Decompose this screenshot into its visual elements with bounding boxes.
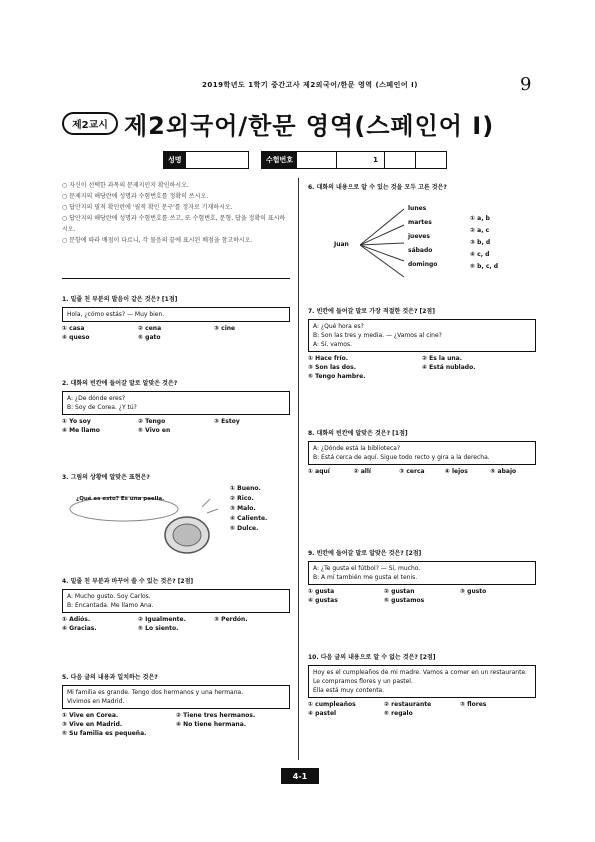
- option[interactable]: ③ b, d: [470, 239, 491, 246]
- option[interactable]: ⑤ Dulce.: [230, 525, 259, 532]
- question-text: 대화의 빈칸에 들어갈 말로 알맞은 것은?: [70, 380, 178, 387]
- question-box: Mi familia es grande. Tengo dos hermanos y una hermana. Vivimos en Madrid.: [62, 685, 290, 709]
- options: [62, 616, 290, 632]
- question-9: [308, 548, 536, 604]
- info-row: [163, 151, 447, 169]
- option[interactable]: ② Igualmente.: [138, 616, 186, 623]
- question-5: [62, 672, 290, 737]
- option[interactable]: ④ lejos: [444, 468, 468, 475]
- question-number: 4.: [62, 578, 69, 585]
- option[interactable]: ⑤ abajo: [490, 468, 517, 475]
- question-3: [62, 472, 290, 557]
- option[interactable]: ⑤ b, c, d: [470, 263, 499, 270]
- question-number: 10.: [308, 654, 319, 661]
- question-box: A: ¿De dónde eres? B: Soy de Corea. ¿Y tú?: [62, 391, 290, 415]
- instruction-item: ○ 자신이 선택한 과목의 문제지인지 확인하시오.: [62, 182, 189, 189]
- option[interactable]: ① a, b: [470, 215, 490, 222]
- name-label: 성명: [164, 152, 186, 168]
- schedule-diagram: [308, 195, 536, 281]
- question-box: A: ¿Qué hora es? B: Son las tres y media. — ¿Vamos al cine? A: Sí, vamos.: [308, 319, 536, 352]
- option[interactable]: ① cumpleaños: [308, 701, 356, 708]
- option[interactable]: ③ Perdón.: [214, 616, 248, 623]
- option[interactable]: ④ Gracias.: [62, 625, 97, 632]
- option[interactable]: ① casa: [62, 325, 85, 332]
- option[interactable]: ② allí: [353, 468, 371, 475]
- option[interactable]: ① Hace frío.: [308, 355, 348, 362]
- option[interactable]: ① Yo soy: [62, 418, 91, 425]
- question-number: 2.: [62, 380, 69, 387]
- instruction-item: ○ 문제지의 해당란에 성명과 수험번호를 정확히 쓰시오.: [62, 193, 209, 200]
- options: [470, 215, 498, 270]
- option[interactable]: ② cena: [138, 325, 162, 332]
- column-divider: [298, 178, 299, 760]
- options: [230, 485, 267, 557]
- option[interactable]: ③ Vive en Madrid.: [62, 721, 123, 728]
- question-text: 빈칸에 들어갈 말로 알맞은 것은? [2점]: [316, 550, 422, 557]
- option[interactable]: ⑤ Vivo en: [138, 427, 171, 434]
- exam-header: 2019학년도 1학기 중간고사 제2외국어/한문 영역 (스페인어 I): [202, 81, 418, 89]
- question-10: [308, 652, 536, 717]
- option[interactable]: ④ queso: [62, 334, 90, 341]
- option[interactable]: ⑤ Lo siento.: [138, 625, 179, 632]
- options: [308, 355, 536, 380]
- question-number: 8.: [308, 430, 315, 437]
- option[interactable]: ③ cine: [214, 325, 236, 332]
- question-box: A: ¿Dónde está la biblioteca? B: Está cerca de aquí. Sigue todo recto y gira a la derecha.: [308, 441, 536, 465]
- option[interactable]: ③ flores: [460, 701, 487, 708]
- question-2: [62, 378, 290, 434]
- option[interactable]: ① Adiós.: [62, 616, 91, 623]
- question-text: 밑줄 친 부분과 바꾸어 쓸 수 있는 것은? [2점]: [70, 578, 194, 585]
- question-number: 7.: [308, 308, 315, 315]
- question-text: 그림의 상황에 알맞은 표현은?: [70, 474, 150, 481]
- option[interactable]: ① Vive en Corea.: [62, 712, 119, 719]
- option[interactable]: ⑤ Tengo hambre.: [308, 373, 366, 380]
- question-text: 다음 글의 내용으로 알 수 없는 것은? [2점]: [320, 654, 436, 661]
- option[interactable]: ⑤ regalo: [384, 710, 413, 717]
- period-tag: 제2교시: [62, 112, 118, 135]
- option[interactable]: ③ cerca: [399, 468, 425, 475]
- question-box: Hoy es el cumpleaños de mi madre. Vamos a comer en un restaurante. Le compramos flores y un pastel. Ella está muy contenta.: [308, 665, 536, 698]
- number-box[interactable]: [261, 151, 447, 169]
- option[interactable]: ① gusta: [308, 588, 335, 595]
- question-8: [308, 428, 536, 475]
- page-number: 9: [520, 74, 532, 95]
- question-box: A: Mucho gusto. Soy Carlos. B: Encantada. Me llamo Ana.: [62, 589, 290, 613]
- option[interactable]: ④ No tiene hermana.: [176, 721, 247, 728]
- option[interactable]: ⑤ gustamos: [384, 597, 425, 604]
- option[interactable]: ② gustan: [384, 588, 415, 595]
- question-box: A: ¿Te gusta el fútbol? — Sí, mucho. B: A mí también me gusta el tenis.: [308, 561, 536, 585]
- option[interactable]: ⑤ Su familia es pequeña.: [62, 730, 147, 737]
- number-label: 수험번호: [262, 152, 297, 168]
- title-row: [62, 108, 532, 138]
- options: [62, 418, 290, 434]
- option[interactable]: ① Bueno.: [230, 485, 261, 492]
- options: [62, 325, 290, 341]
- instruction-item: ○ 답안지의 필적 확인란에 '필적 확인 문구'를 정자로 기재하시오.: [62, 204, 233, 211]
- option[interactable]: ③ Malo.: [230, 505, 256, 512]
- page-footer-label: 4-1: [281, 768, 319, 784]
- option[interactable]: ④ gustas: [308, 597, 338, 604]
- instruction-item: ○ 문항에 따라 배점이 다르니, 각 물음의 끝에 표시된 배점을 참고하시오.: [62, 237, 253, 244]
- option[interactable]: ② Es la una.: [422, 355, 462, 362]
- option[interactable]: ⑤ gato: [138, 334, 161, 341]
- question-7: [308, 306, 536, 380]
- options: [308, 701, 536, 717]
- question-text: 대화의 내용으로 알 수 있는 것을 모두 고른 것은?: [316, 184, 447, 191]
- question-text: 다음 글의 내용과 일치하는 것은?: [70, 674, 158, 681]
- option[interactable]: ③ Estoy: [214, 418, 240, 425]
- question-number: 9.: [308, 550, 315, 557]
- question-6: [308, 182, 536, 281]
- option[interactable]: ④ pastel: [308, 710, 337, 717]
- options: [308, 468, 536, 475]
- option[interactable]: ③ Son las dos.: [308, 364, 357, 371]
- question-text: 빈칸에 들어갈 말로 가장 적절한 것은? [2점]: [316, 308, 435, 315]
- question-number: 1.: [62, 296, 69, 303]
- option[interactable]: ① aquí: [308, 468, 330, 475]
- question-number: 5.: [62, 674, 69, 681]
- instruction-item: ○ 답안지의 해당란에 성명과 수험번호를 쓰고, 또 수험번호, 문형, 답을 정확히 표시하시오.: [62, 215, 286, 233]
- question-number: 3.: [62, 474, 69, 481]
- option[interactable]: ④ c, d: [470, 251, 490, 258]
- option[interactable]: ② restaurante: [384, 701, 432, 708]
- diagram-left-list: lunes martes jueves sábado domingo: [408, 205, 438, 268]
- number-mid: 1: [373, 156, 378, 164]
- question-4: [62, 576, 290, 632]
- options: [308, 588, 536, 604]
- diagram-center: Juan: [334, 241, 349, 248]
- question-text: 대화의 빈칸에 알맞은 것은? [1점]: [316, 430, 408, 437]
- question-number: 6.: [308, 184, 315, 191]
- options: [62, 712, 290, 737]
- option[interactable]: ② Tiene tres hermanos.: [176, 712, 256, 719]
- option[interactable]: ③ gusto: [460, 588, 487, 595]
- question-text: 밑줄 친 부분의 발음이 같은 것은? [1점]: [70, 296, 178, 303]
- name-box[interactable]: [163, 151, 249, 169]
- option[interactable]: ② Tengo: [138, 418, 166, 425]
- speech-bubble: ¿Qué es esto? Es una paella.: [76, 496, 165, 502]
- option[interactable]: ② Rico.: [230, 495, 254, 502]
- instructions-rule: [62, 278, 290, 279]
- instructions: [62, 180, 290, 246]
- option[interactable]: ④ Caliente.: [230, 515, 268, 522]
- page-title: 제2외국어/한문 영역(스페인어 I): [123, 111, 495, 140]
- question-1: [62, 294, 290, 341]
- option[interactable]: ④ Me llamo: [62, 427, 100, 434]
- option[interactable]: ④ Está nublado.: [422, 364, 476, 371]
- question-box: Hola, ¿cómo estás? — Muy bien.: [62, 307, 290, 322]
- option[interactable]: ② a, c: [470, 227, 490, 234]
